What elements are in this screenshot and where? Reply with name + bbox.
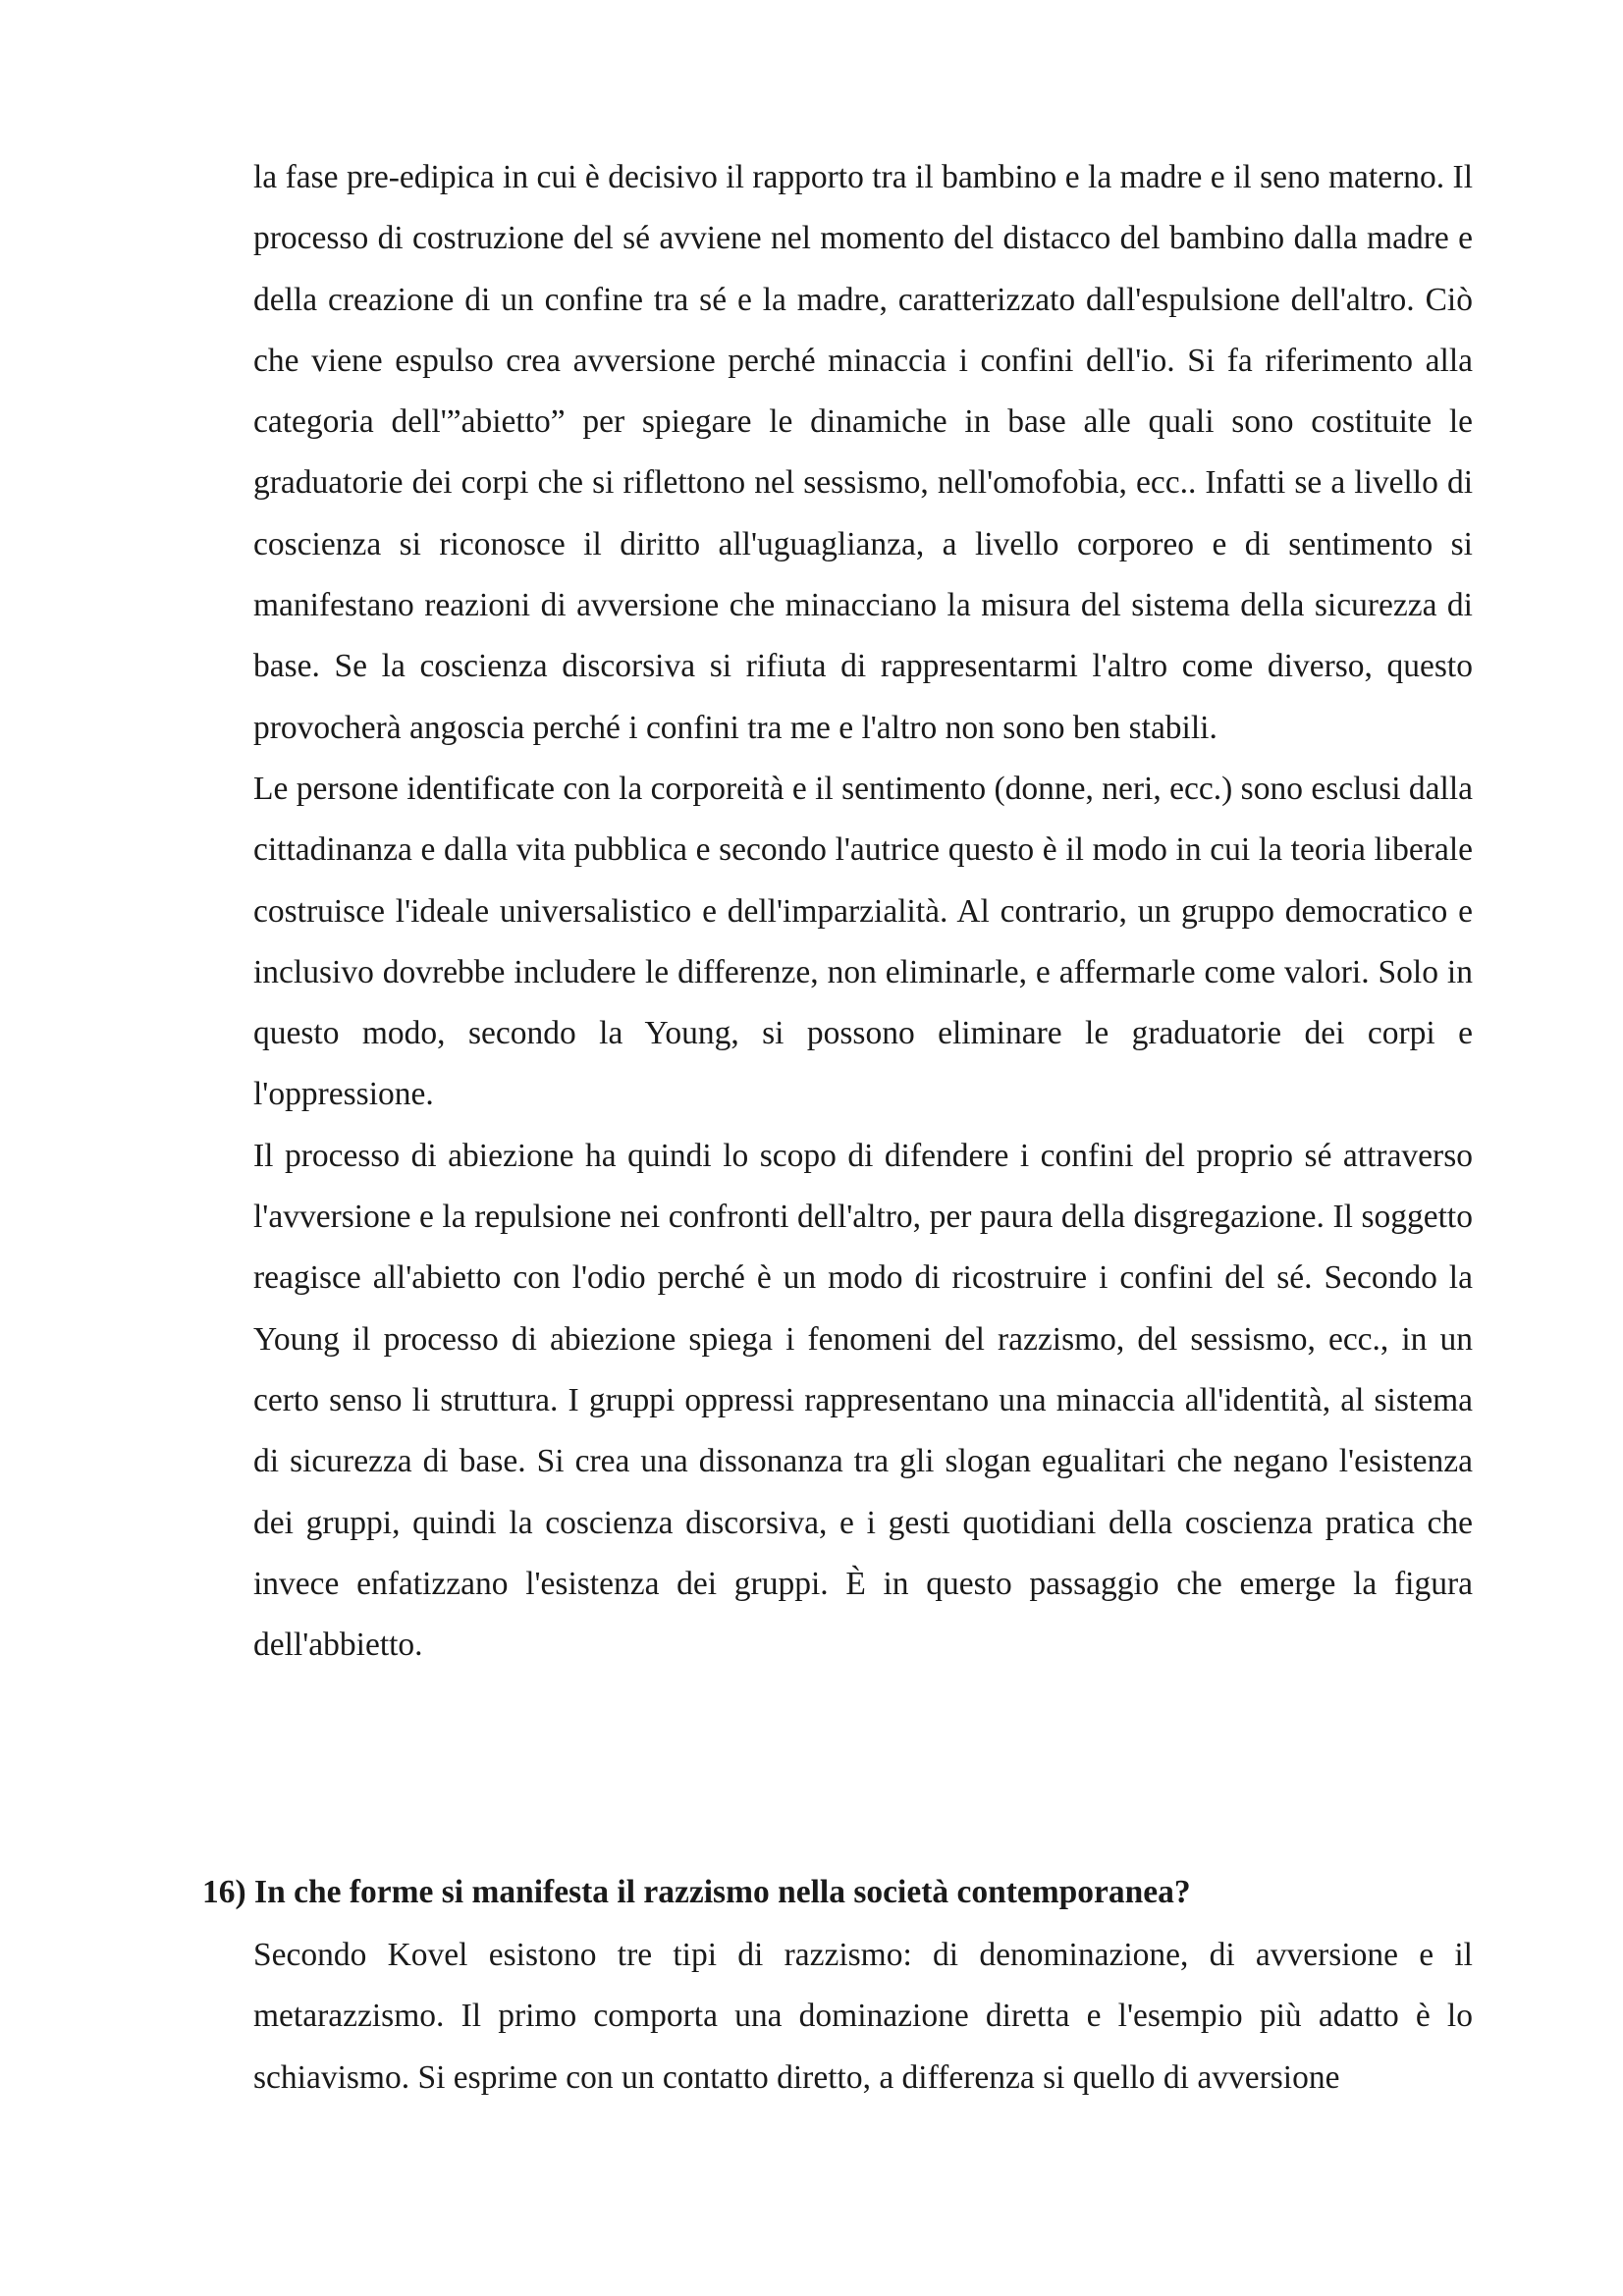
paragraph-processo-abiezione: Il processo di abiezione ha quindi lo scopo di difendere i confini del proprio sé attraverso l'avversione e la repulsione nei confronti dell'altro, per paura della disgregazione. Il soggetto reagisce all'abietto con l'odio perché è un modo di ricostruire i confini del sé. Secondo la Young il processo di abiezione spiega i fenomeni del razzismo, del sessismo, ecc., in un certo senso li struttura. I gruppi oppressi rappresentano una minaccia all'identità, al sistema di sicurezza di base. Si crea una dissonanza tra gli slogan egualitari che negano l'esistenza dei gruppi, quindi la coscienza discorsiva, e i gesti quotidiani della coscienza pratica che invece enfatizzano l'esistenza dei gruppi. È in questo passaggio che emerge la figura dell'abbietto. [253,1137,1473,1664]
section-16-body [253,1925,1473,2109]
paragraph-corporeita: Le persone identificate con la corporeità e il sentimento (donne, neri, ecc.) sono esclusi dalla cittadinanza e dalla vita pubblica e secondo l'autrice questo è il modo in cui la teoria liberale costruisce l'ideale universalistico e dell'imparzialità. Al contrario, un gruppo democratico e inclusivo dovrebbe includere le differenze, non eliminarle, e affermarle come valori. Solo in questo modo, secondo la Young, si possono eliminare le graduatorie dei corpi e l'oppressione. [253,770,1473,1113]
document-body [253,147,1473,1676]
section-heading-16: 16) In che forme si manifesta il razzismo nella società contemporanea? [202,1874,1191,1910]
paragraph-kovel: Secondo Kovel esistono tre tipi di razzismo: di denominazione, di avversione e il metarazzismo. Il primo comporta una dominazione diretta e l'esempio più adatto è lo schiavismo. Si esprime con un contatto diretto, a differenza si quello di avversione [253,1937,1473,2096]
paragraph-abiezione-intro: la fase pre-edipica in cui è decisivo il rapporto tra il bambino e la madre e il seno materno. Il processo di costruzione del sé avviene nel momento del distacco del bambino dalla madre e della creazione di un confine tra sé e la madre, caratterizzato dall'espulsione dell'altro. Ciò che viene espulso crea avversione perché minaccia i confini dell'io. Si fa riferimento alla categoria dell'”abietto” per spiegare le dinamiche in base alle quali sono costituite le graduatorie dei corpi che si riflettono nel sessismo, nell'omofobia, ecc.. Infatti se a livello di coscienza si riconosce il diritto all'uguaglianza, a livello corporeo e di sentimento si manifestano reazioni di avversione che minacciano la misura del sistema della sicurezza di base. Se la coscienza discorsiva si rifiuta di rappresentarmi l'altro come diverso, questo provocherà angoscia perché i confini tra me e l'altro non sono ben stabili. [253,159,1473,746]
